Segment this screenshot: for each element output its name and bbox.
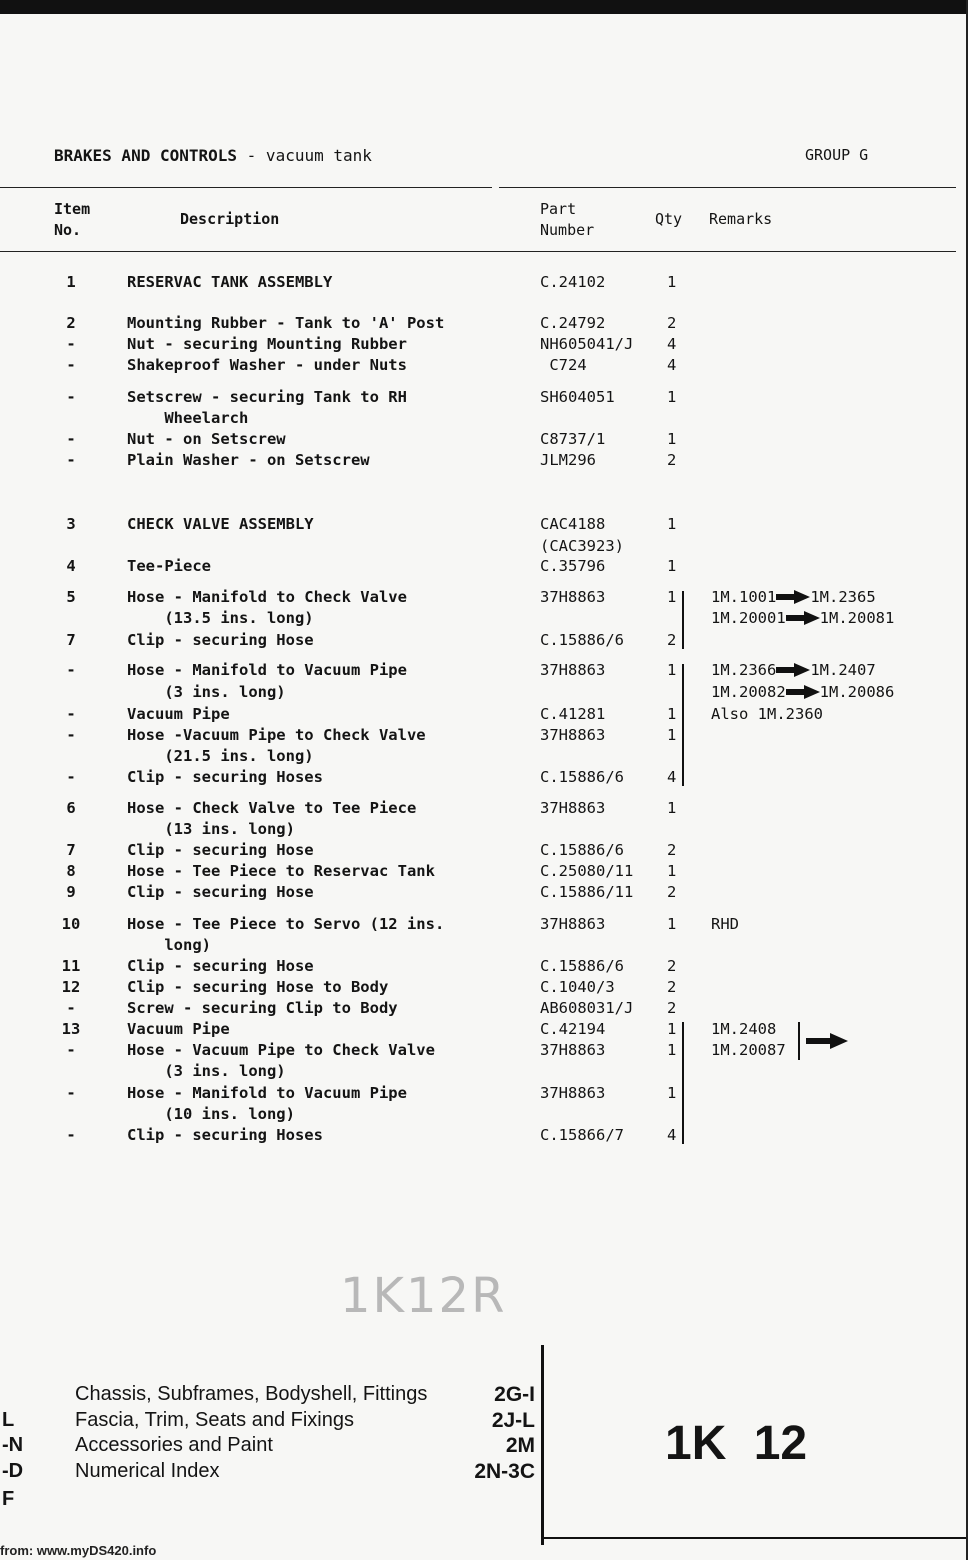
cell-desc: Mounting Rubber - Tank to 'A' Post (127, 314, 445, 332)
cell-qty: 1 (667, 661, 677, 679)
index-side-letter: -D (2, 1460, 24, 1482)
cell-remarks: 1M.20082 1M.20086 (711, 683, 895, 701)
cell-qty: 1 (667, 1020, 677, 1038)
cell-item: 8 (66, 862, 76, 880)
cell-qty: 1 (667, 726, 677, 744)
cell-desc: Tee-Piece (127, 557, 211, 575)
arrow-right-icon (806, 1033, 848, 1049)
cell-desc: Wheelarch (127, 409, 249, 427)
index-ref: 2G-I (494, 1383, 535, 1406)
cell-desc: (13 ins. long) (127, 820, 295, 838)
cell-item: 9 (66, 883, 76, 901)
cell-desc: Nut - securing Mounting Rubber (127, 335, 407, 353)
cell-desc: Clip - securing Hose (127, 841, 314, 859)
cell-desc: long) (127, 936, 211, 954)
cell-qty: 1 (667, 388, 677, 406)
cell-remarks: RHD (711, 915, 739, 933)
footer-index (0, 1345, 980, 1545)
cell-item: - (66, 388, 76, 406)
cell-remarks: 1M.20001 1M.20081 (711, 609, 895, 627)
page-code: 1K 12 (665, 1417, 808, 1470)
cell-part: (CAC3923) (540, 537, 624, 555)
cell-part: 37H8863 (540, 799, 606, 817)
cell-qty: 1 (667, 273, 677, 291)
cell-item: 13 (61, 1020, 81, 1038)
cell-qty: 1 (667, 430, 677, 448)
cell-part: NH605041/J (540, 335, 634, 353)
cell-qty: 2 (667, 883, 677, 901)
cell-qty: 1 (667, 705, 677, 723)
handwritten-stamp: 1K12R (340, 1268, 507, 1324)
cell-part: 37H8863 (540, 661, 606, 679)
cell-qty: 2 (667, 451, 677, 469)
cell-qty: 1 (667, 862, 677, 880)
cell-desc: Clip - securing Hose (127, 957, 314, 975)
cell-item: - (66, 661, 76, 679)
cell-desc: (10 ins. long) (127, 1105, 295, 1123)
cell-remarks: Also 1M.2360 (711, 705, 823, 723)
cell-part: C724 (540, 356, 587, 374)
cell-part: C.15886/11 (540, 883, 634, 901)
cell-part: C.25080/11 (540, 862, 634, 880)
cell-desc: Hose - Check Valve to Tee Piece (127, 799, 417, 817)
cell-item: - (66, 430, 76, 448)
cell-desc: Hose - Manifold to Vacuum Pipe (127, 661, 407, 679)
cell-part: CAC4188 (540, 515, 606, 533)
cell-part: 37H8863 (540, 1041, 606, 1059)
cell-qty: 1 (667, 1084, 677, 1102)
cell-remarks: 1M.20087 (711, 1041, 786, 1059)
cell-desc: Hose -Vacuum Pipe to Check Valve (127, 726, 426, 744)
footer-bottom-rule (541, 1537, 966, 1539)
cell-item: 4 (66, 557, 76, 575)
cell-desc: Hose - Tee Piece to Reservac Tank (127, 862, 435, 880)
cell-part: C.42194 (540, 1020, 606, 1038)
index-label: Chassis, Subframes, Bodyshell, Fittings (75, 1383, 428, 1405)
cell-part: 37H8863 (540, 915, 606, 933)
cell-part: C.15866/7 (540, 1126, 624, 1144)
cell-item: 6 (66, 799, 76, 817)
cell-item: - (66, 335, 76, 353)
index-side-letter: F (2, 1488, 15, 1510)
cell-part: C.15886/6 (540, 841, 624, 859)
cell-qty: 1 (667, 915, 677, 933)
cell-desc: (13.5 ins. long) (127, 609, 314, 627)
cell-item: - (66, 1084, 76, 1102)
cell-qty: 4 (667, 335, 677, 353)
cell-remarks: 1M.1001 1M.2365 (711, 588, 876, 606)
cell-part: JLM296 (540, 451, 596, 469)
index-ref: 2N-3C (474, 1460, 535, 1483)
cell-desc: Hose - Manifold to Vacuum Pipe (127, 1084, 407, 1102)
cell-desc: Clip - securing Hose to Body (127, 978, 389, 996)
cell-desc: Hose - Manifold to Check Valve (127, 588, 407, 606)
cell-item: 11 (61, 957, 81, 975)
cell-part: C.1040/3 (540, 978, 615, 996)
cell-desc: RESERVAC TANK ASSEMBLY (127, 273, 333, 291)
index-label: Numerical Index (75, 1460, 220, 1482)
cell-item: - (66, 726, 76, 744)
cell-desc: Plain Washer - on Setscrew (127, 451, 370, 469)
cell-desc: Nut - on Setscrew (127, 430, 286, 448)
arrow-right-icon (776, 663, 810, 677)
cell-part: C.15886/6 (540, 631, 624, 649)
remark-bracket (798, 1022, 800, 1060)
col-qty-header: Qty (655, 210, 683, 228)
index-side-letter: -N (2, 1434, 24, 1456)
cell-qty: 2 (667, 978, 677, 996)
cell-item: 3 (66, 515, 76, 533)
cell-remarks: 1M.2408 (711, 1020, 777, 1038)
remark-bracket (682, 1022, 684, 1144)
cell-desc: (3 ins. long) (127, 683, 286, 701)
cell-desc: Vacuum Pipe (127, 1020, 230, 1038)
cell-item: - (66, 768, 76, 786)
cell-qty: 2 (667, 957, 677, 975)
cell-desc: Screw - securing Clip to Body (127, 999, 398, 1017)
source-url: from: www.myDS420.info (0, 1543, 157, 1558)
cell-qty: 4 (667, 1126, 677, 1144)
cell-part: C.24102 (540, 273, 606, 291)
arrow-right-icon (786, 611, 820, 625)
footer-divider (541, 1345, 544, 1545)
cell-desc: CHECK VALVE ASSEMBLY (127, 515, 314, 533)
cell-desc: Vacuum Pipe (127, 705, 230, 723)
col-remarks-header: Remarks (709, 210, 773, 228)
index-label: Accessories and Paint (75, 1434, 273, 1456)
index-side-letter: L (2, 1409, 15, 1431)
index-label: Fascia, Trim, Seats and Fixings (75, 1409, 354, 1431)
cell-item: - (66, 1041, 76, 1059)
cell-part: C.35796 (540, 557, 606, 575)
cell-part: C.41281 (540, 705, 606, 723)
cell-qty: 2 (667, 999, 677, 1017)
cell-desc: Clip - securing Hose (127, 883, 314, 901)
remark-bracket (682, 664, 684, 786)
cell-item: - (66, 356, 76, 374)
cell-qty: 4 (667, 768, 677, 786)
cell-qty: 2 (667, 314, 677, 332)
cell-desc: Clip - securing Hoses (127, 768, 323, 786)
col-description-header: Description (180, 210, 280, 228)
cell-part: C8737/1 (540, 430, 606, 448)
cell-desc: Clip - securing Hoses (127, 1126, 323, 1144)
cell-qty: 1 (667, 588, 677, 606)
cell-qty: 1 (667, 1041, 677, 1059)
cell-desc: Setscrew - securing Tank to RH (127, 388, 407, 406)
page-title: BRAKES AND CONTROLS - vacuum tank (54, 146, 372, 165)
cell-item: 7 (66, 631, 76, 649)
cell-part: 37H8863 (540, 726, 606, 744)
cell-desc: Clip - securing Hose (127, 631, 314, 649)
cell-qty: 4 (667, 356, 677, 374)
cell-qty: 1 (667, 799, 677, 817)
cell-desc: Shakeproof Washer - under Nuts (127, 356, 407, 374)
cell-desc: Hose - Vacuum Pipe to Check Valve (127, 1041, 435, 1059)
cell-part: C.15886/6 (540, 768, 624, 786)
cell-item: 5 (66, 588, 76, 606)
cell-item: - (66, 705, 76, 723)
group-label: GROUP G (805, 146, 869, 164)
cell-item: 7 (66, 841, 76, 859)
cell-item: 12 (61, 978, 81, 996)
cell-part: C.15886/6 (540, 957, 624, 975)
cell-desc: Hose - Tee Piece to Servo (12 ins. (127, 915, 445, 933)
cell-item: 1 (66, 273, 76, 291)
cell-item: - (66, 451, 76, 469)
index-ref: 2J-L (491, 1409, 535, 1432)
cell-item: 2 (66, 314, 76, 332)
cell-desc: (21.5 ins. long) (127, 747, 314, 765)
cell-qty: 2 (667, 841, 677, 859)
col-item-header: Item No. (54, 200, 91, 239)
cell-qty: 1 (667, 515, 677, 533)
arrow-right-icon (776, 590, 810, 604)
cell-qty: 1 (667, 557, 677, 575)
cell-part: 37H8863 (540, 1084, 606, 1102)
cell-desc: (3 ins. long) (127, 1062, 286, 1080)
cell-remarks: 1M.2366 1M.2407 (711, 661, 876, 679)
remark-bracket (682, 591, 684, 649)
cell-qty: 2 (667, 631, 677, 649)
arrow-right-icon (786, 685, 820, 699)
cell-item: - (66, 999, 76, 1017)
cell-part: AB608031/J (540, 999, 634, 1017)
cell-part: C.24792 (540, 314, 606, 332)
index-ref: 2M (505, 1434, 535, 1457)
col-part-header: Part Number (540, 200, 595, 239)
cell-item: - (66, 1126, 76, 1144)
cell-part: 37H8863 (540, 588, 606, 606)
cell-part: SH604051 (540, 388, 615, 406)
cell-item: 10 (61, 915, 81, 933)
